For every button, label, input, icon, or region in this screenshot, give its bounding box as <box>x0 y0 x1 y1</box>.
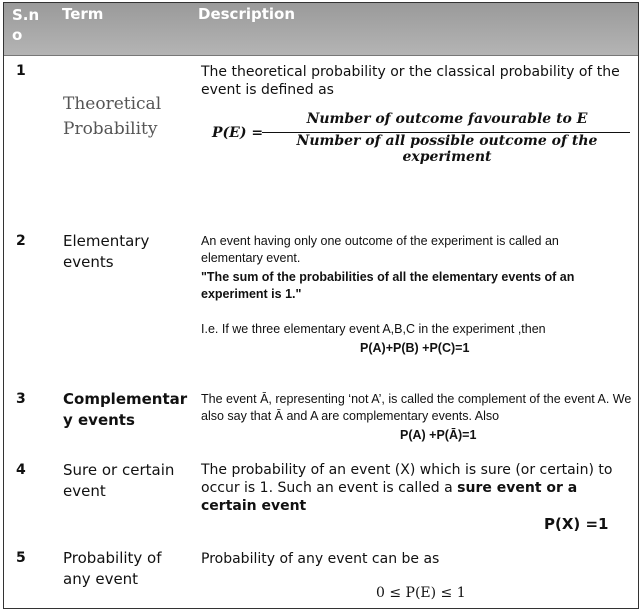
row-2-ie: I.e. If we three elementary event A,B,C in the experiment ,then <box>201 322 546 336</box>
row-1-denominator: Number of all possible outcome of the experiment <box>296 133 598 165</box>
probability-table <box>3 2 639 609</box>
row-4-formula: P(X) =1 <box>544 515 609 533</box>
row-2-quote: "The sum of the probabilities of all the elementary events of an experiment is 1." <box>201 270 575 301</box>
row-1-formula-lhs: P(E) = <box>212 125 264 141</box>
row-4-description <box>201 461 621 515</box>
row-2-description: An event having only one outcome of the experiment is called an elementary event. <box>201 234 559 265</box>
row-5-sno: 5 <box>16 550 26 566</box>
row-4-description-text: The probability of an event (X) which is sure (or certain) to occur is 1. Such an event is called a <box>201 462 613 496</box>
row-1-sno: 1 <box>16 63 26 79</box>
row-1-term: Theoretical Probability <box>63 94 162 139</box>
row-3-sno: 3 <box>16 391 26 407</box>
row-5-description: Probability of any event can be as <box>201 551 440 567</box>
row-1-description: The theoretical probability or the classical probability of the event is defined as <box>201 64 620 98</box>
row-4-sno: 4 <box>16 462 26 478</box>
row-2-formula: P(A)+P(B) +P(C)=1 <box>360 341 470 355</box>
row-5-formula: 0 ≤ P(E) ≤ 1 <box>376 585 466 601</box>
row-3-formula: P(A) +P(Ā)=1 <box>400 428 477 442</box>
header-term: Term <box>62 5 104 23</box>
row-1-numerator: Number of outcome favourable to E <box>306 111 588 127</box>
row-3-term: Complementary events <box>63 390 188 429</box>
row-2-term: Elementary events <box>63 232 150 271</box>
header-sno: S.n o <box>12 6 40 44</box>
row-3-description: The event Ā, representing ‘not A’, is called the complement of the event A. We also say that Ā and A are complementary events. Also <box>201 392 632 423</box>
row-4-description-bold: sure event or a certain event <box>201 480 578 514</box>
header-description: Description <box>198 5 296 23</box>
row-4-term: Sure or certain event <box>63 461 175 500</box>
table-header <box>4 3 638 56</box>
row-5-term: Probability of any event <box>63 549 162 588</box>
row-2-sno: 2 <box>16 233 26 249</box>
